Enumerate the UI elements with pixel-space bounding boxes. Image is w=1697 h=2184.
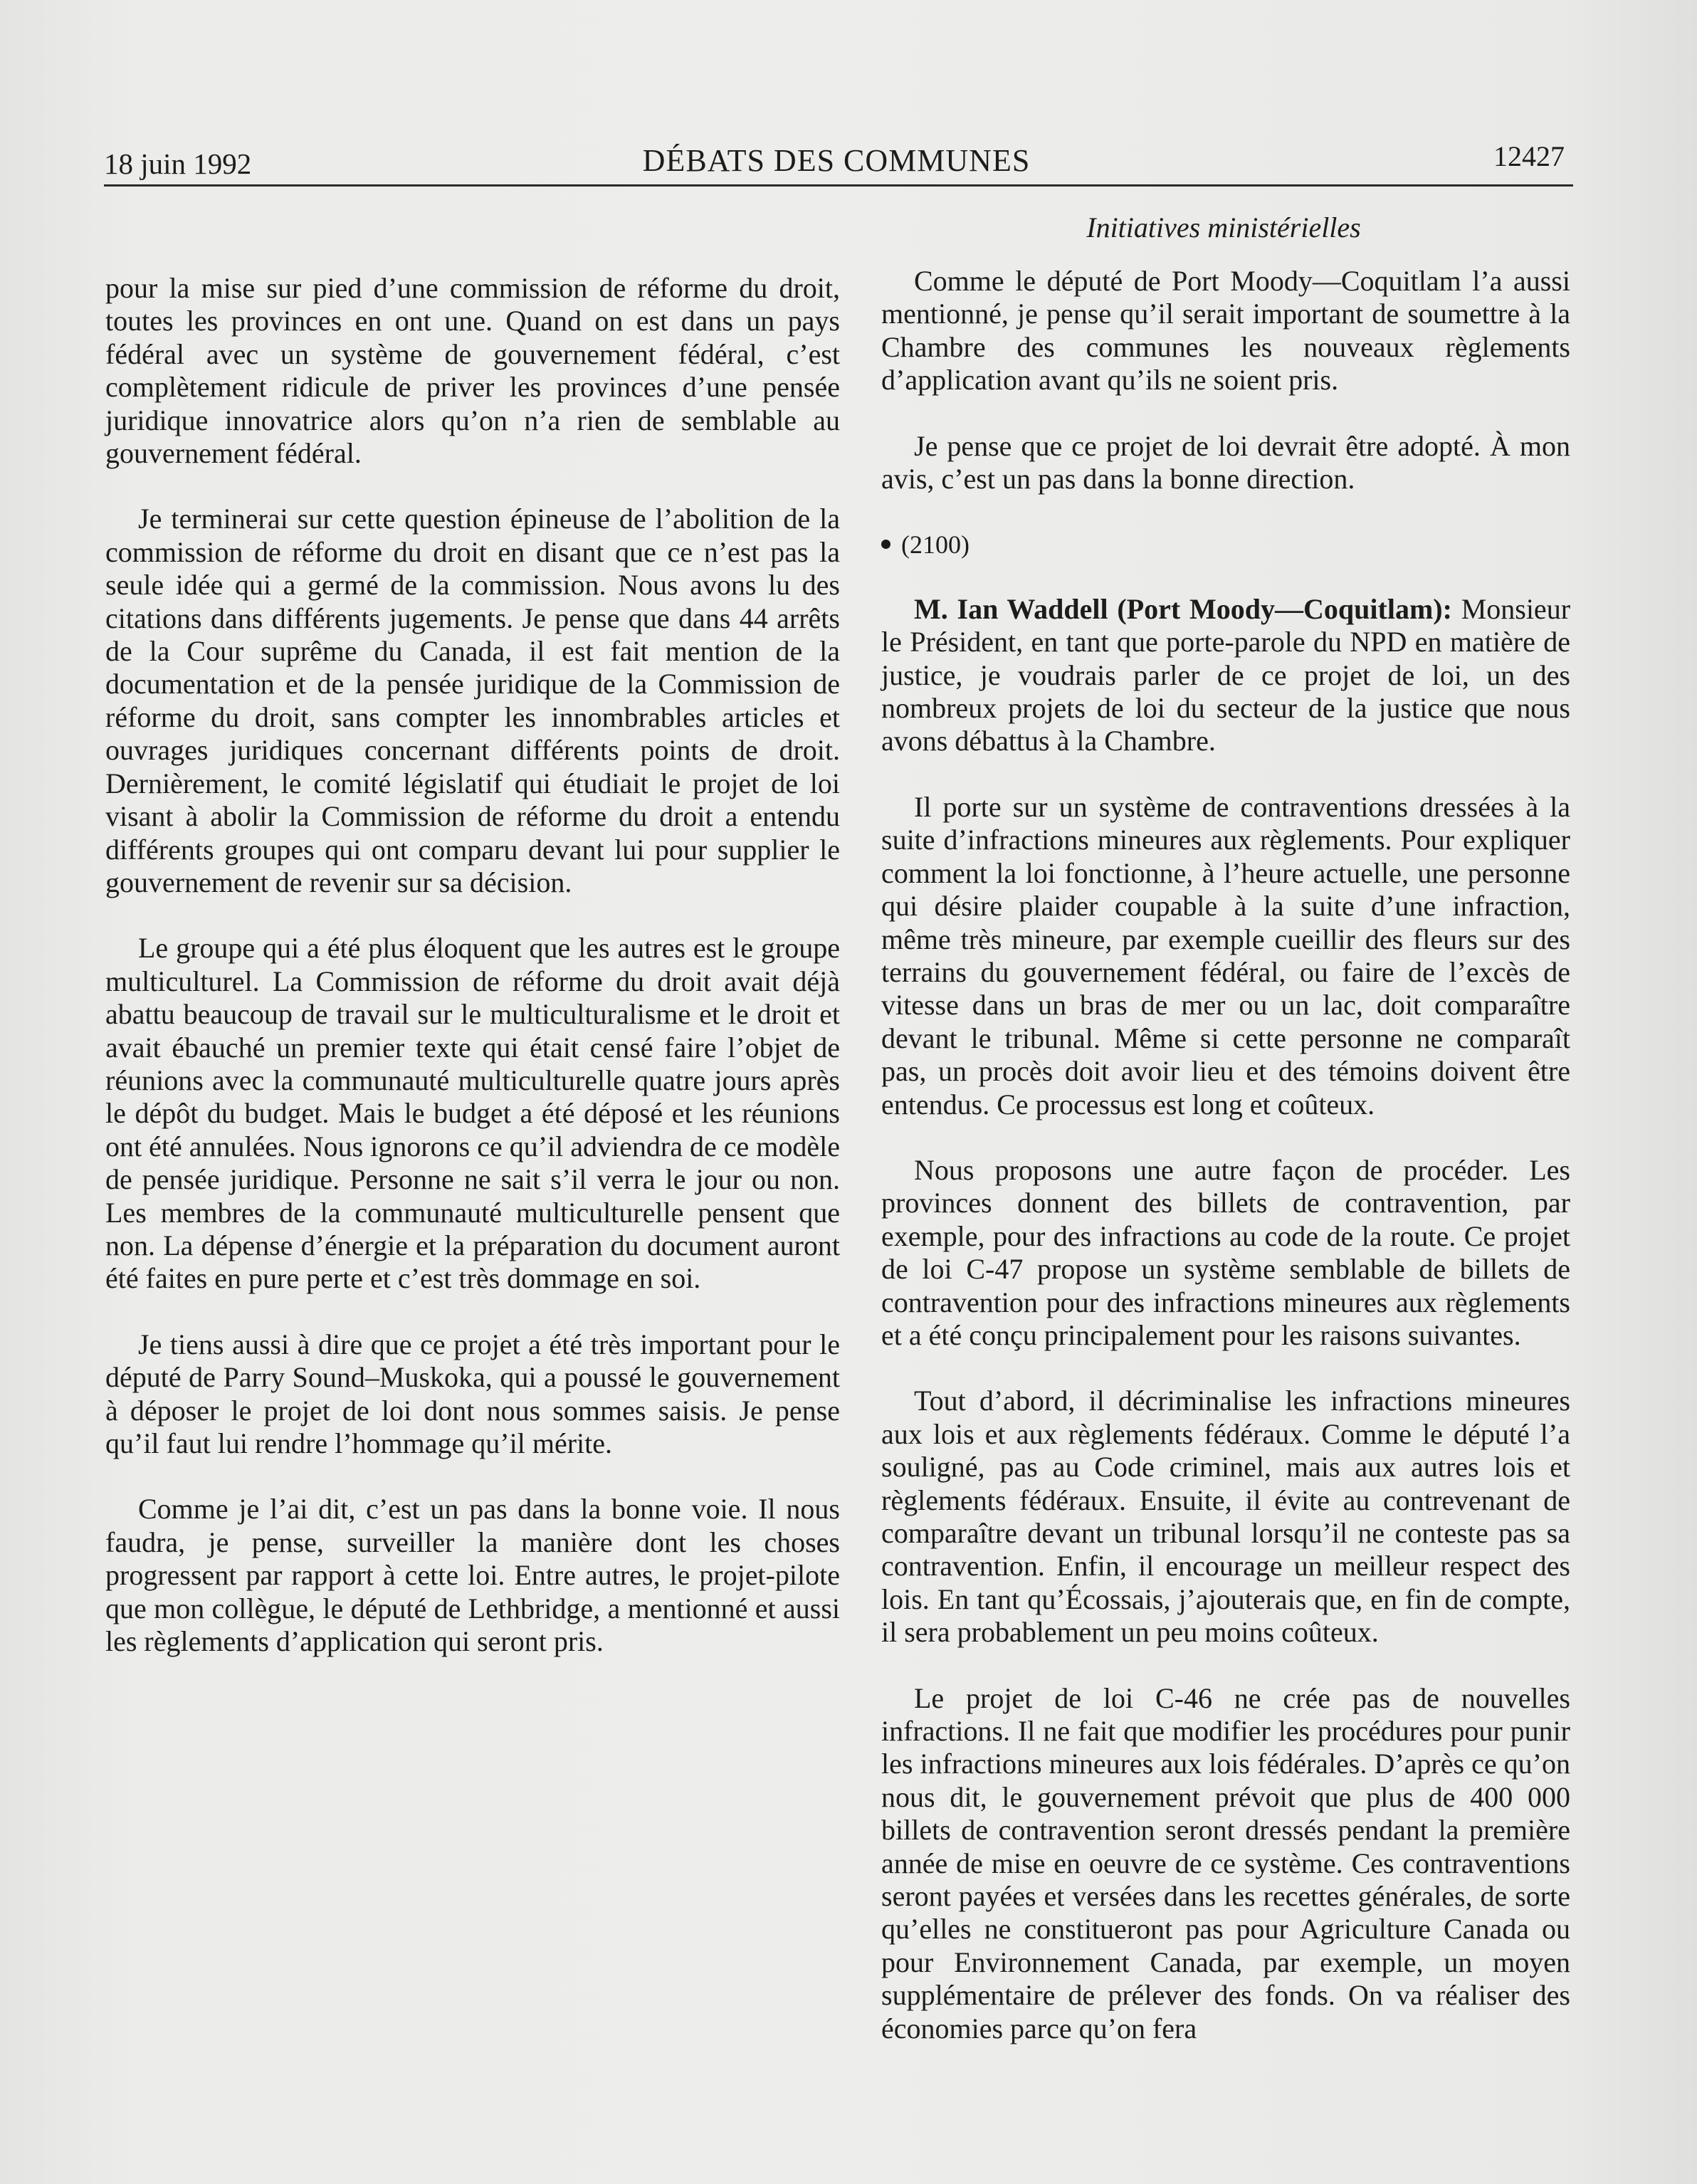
left-column bbox=[105, 272, 840, 1658]
paragraph: Tout d’abord, il décriminalise les infractions mineures aux lois et aux règlements fédéraux. Comme le député l’a souligné, pas au Code criminel, mais aux autres lois et règlements fédéraux. Ensuite, il évite au contrevenant de comparaître devant un tribunal lorsqu’il ne conteste pas sa contravention. Enfin, il encourage un meilleur respect des lois. En tant qu’Écossais, j’ajouterais que, en fin de compte, il sera probablement un peu moins coûteux. bbox=[881, 1385, 1570, 1649]
header-page-number: 12427 bbox=[1493, 140, 1565, 172]
paragraph: Le groupe qui a été plus éloquent que les autres est le groupe multiculturel. La Commission de réforme du droit avait déjà abattu beaucoup de travail sur le multiculturalisme et le droit et avait ébauché un premier texte qui était censé faire l’objet de réunions avec la communauté multiculturelle quatre jours après le dépôt du budget. Mais le budget a été déposé et les réunions ont été annulées. Nous ignorons ce qu’il adviendra de ce modèle de pensée juridique. Personne ne sait s’il verra le jour ou non. Les membres de la communauté multiculturelle pensent que non. La dépense d’énergie et la préparation du document auront été faites en pure perte et c’est très dommage en soi. bbox=[105, 932, 840, 1295]
time-marker bbox=[881, 528, 1570, 561]
header-rule bbox=[104, 184, 1573, 187]
paragraph: Comme je l’ai dit, c’est un pas dans la bonne voie. Il nous faudra, je pense, surveiller la manière dont les choses progressent par rapport à cette loi. Entre autres, le projet-pilote que mon collègue, le député de Lethbridge, a mentionné et aussi les règlements d’application qui seront pris. bbox=[105, 1493, 840, 1658]
time-marker-label: (2100) bbox=[901, 530, 970, 560]
paragraph: pour la mise sur pied d’une commission de réforme du droit, toutes les provinces en ont une. Quand on est dans un pays fédéral avec un système de gouvernement fédéral, c’est complètement ridicule de priver les provinces d’une pensée juridique innovatrice alors qu’on n’a rien de semblable au gouvernement fédéral. bbox=[105, 272, 840, 470]
paragraph: Nous proposons une autre façon de procéder. Les provinces donnent des billets de contravention, par exemple, pour des infractions au code de la route. Ce projet de loi C-47 propose un système semblable de billets de contravention pour des infractions mineures aux règlements et a été conçu principalement pour les raisons suivantes. bbox=[881, 1153, 1570, 1351]
speaker-text: Monsieur le Président, en tant que porte-parole du NPD en matière de justice, je voudrais parler de ce projet de loi, un des nombreux projets de loi du secteur de la justice que nous avons débattus à la Chambre. bbox=[881, 592, 1571, 757]
paragraph: Il porte sur un système de contraventions dressées à la suite d’infractions mineures aux règlements. Pour expliquer comment la loi fonctionne, à l’heure actuelle, une personne qui désire plaider coupable à la suite d’une infraction, même très mineure, par exemple cueillir des fleurs sur des terrains du gouvernement fédéral, ou faire de l’excès de vitesse dans un bras de mer ou un lac, doit comparaître devant le tribunal. Même si cette personne ne comparaît pas, un procès doit avoir lieu et des témoins doivent être entendus. Ce processus est long et coûteux. bbox=[881, 790, 1570, 1120]
section-label: Initiatives ministérielles bbox=[1086, 211, 1361, 243]
paragraph: Je pense que ce projet de loi devrait être adopté. À mon avis, c’est un pas dans la bonne direction. bbox=[881, 429, 1570, 495]
header-date: 18 juin 1992 bbox=[104, 147, 252, 180]
bullet-icon bbox=[881, 540, 890, 549]
page-header bbox=[104, 140, 1569, 182]
speaker-paragraph bbox=[881, 593, 1570, 758]
speaker-name: M. Ian Waddell (Port Moody—Coquitlam): bbox=[914, 592, 1452, 625]
paragraph: Le projet de loi C-46 ne crée pas de nouvelles infractions. Il ne fait que modifier les procédures pour punir les infractions mineures aux lois fédérales. D’après ce qu’on nous dit, le gouvernement prévoit que plus de 400 000 billets de contravention seront dressés pendant la première année de mise en oeuvre de ce système. Ces contraventions seront payées et versées dans les recettes générales, de sorte qu’elles ne constitueront pas pour Agriculture Canada ou pour Environnement Canada, par exemple, un moyen supplémentaire de prélever des fonds. On va réaliser des économies parce qu’on fera bbox=[881, 1681, 1570, 2044]
paragraph: Comme le député de Port Moody—Coquitlam l’a aussi mentionné, je pense qu’il serait important de soumettre à la Chambre des communes les nouveaux règlements d’application avant qu’ils ne soient pris. bbox=[881, 265, 1570, 397]
right-column bbox=[881, 265, 1570, 2045]
paragraph: Je terminerai sur cette question épineuse de l’abolition de la commission de réforme du droit en disant que ce n’est pas la seule idée qui a germé de la commission. Nous avons lu des citations dans différents jugements. Je pense que dans 44 arrêts de la Cour suprême du Canada, il est fait mention de la documentation et de la pensée juridique de la Commission de réforme du droit, sans compter les innombrables articles et ouvrages juridiques concernant différents points de droit. Dernièrement, le comité législatif qui étudiait le projet de loi visant à abolir la Commission de réforme du droit a entendu différents groupes qui ont comparu devant lui pour supplier le gouvernement de revenir sur sa décision. bbox=[105, 503, 840, 898]
header-title: DÉBATS DES COMMUNES bbox=[642, 143, 1031, 178]
paragraph: Je tiens aussi à dire que ce projet a été très important pour le député de Parry Sound–Muskoka, qui a poussé le gouvernement à déposer le projet de loi dont nous sommes saisis. Je pense qu’il faut lui rendre l’hommage qu’il mérite. bbox=[105, 1328, 840, 1459]
